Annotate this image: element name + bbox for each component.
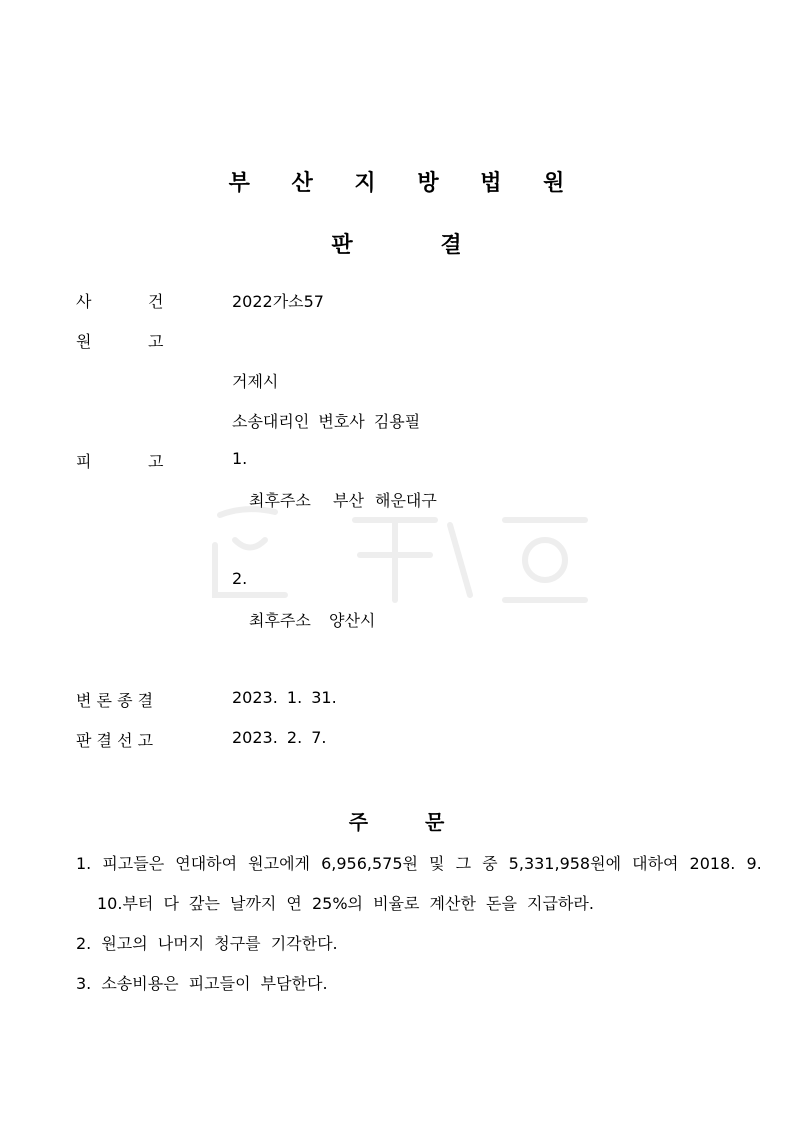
court-name: 부 산 지 방 법 원: [228, 171, 582, 196]
defendant-label-a: 피: [76, 452, 92, 471]
defendant-1-address-label: 최후주소: [249, 491, 311, 510]
document-type-title: 판 결: [331, 233, 462, 258]
defendant-2-address: 양산시: [329, 611, 376, 630]
case-label-a: 사: [76, 292, 92, 311]
defendant-1-address: 부산 해운대구: [333, 491, 437, 510]
case-number: 2022가소57: [232, 292, 324, 311]
closing-label: 변 론 종 결: [76, 691, 154, 710]
plaintiff-label-b: 고: [148, 332, 164, 351]
defendant-2-address-label: 최후주소: [249, 611, 311, 630]
defendant-label-b: 고: [148, 452, 164, 471]
plaintiff-counsel: 소송대리인 변호사 김용필: [232, 412, 421, 431]
plaintiff-label-a: 원: [76, 332, 92, 351]
sentencing-date: 2023. 2. 7.: [232, 728, 327, 747]
defendant-2-number: 2.: [232, 569, 248, 588]
order-item-1-line-2: 10.부터 다 갚는 날까지 연 25%의 비율로 계산한 돈을 지급하라.: [97, 894, 594, 913]
watermark-logo: [205, 500, 595, 610]
order-item-1-line-1: 1. 피고들은 연대하여 원고에게 6,956,575원 및 그 중 5,331,958원에 대하여 2018. 9.: [76, 854, 762, 873]
order-item-3: 3. 소송비용은 피고들이 부담한다.: [76, 974, 328, 993]
case-label-b: 건: [148, 292, 164, 311]
closing-date: 2023. 1. 31.: [232, 688, 337, 707]
order-item-2: 2. 원고의 나머지 청구를 기각한다.: [76, 934, 338, 953]
order-title: 주 문: [348, 810, 445, 834]
defendant-1-number: 1.: [232, 449, 248, 468]
sentencing-label: 판 결 선 고: [76, 731, 154, 750]
plaintiff-address: 거제시: [232, 372, 279, 391]
